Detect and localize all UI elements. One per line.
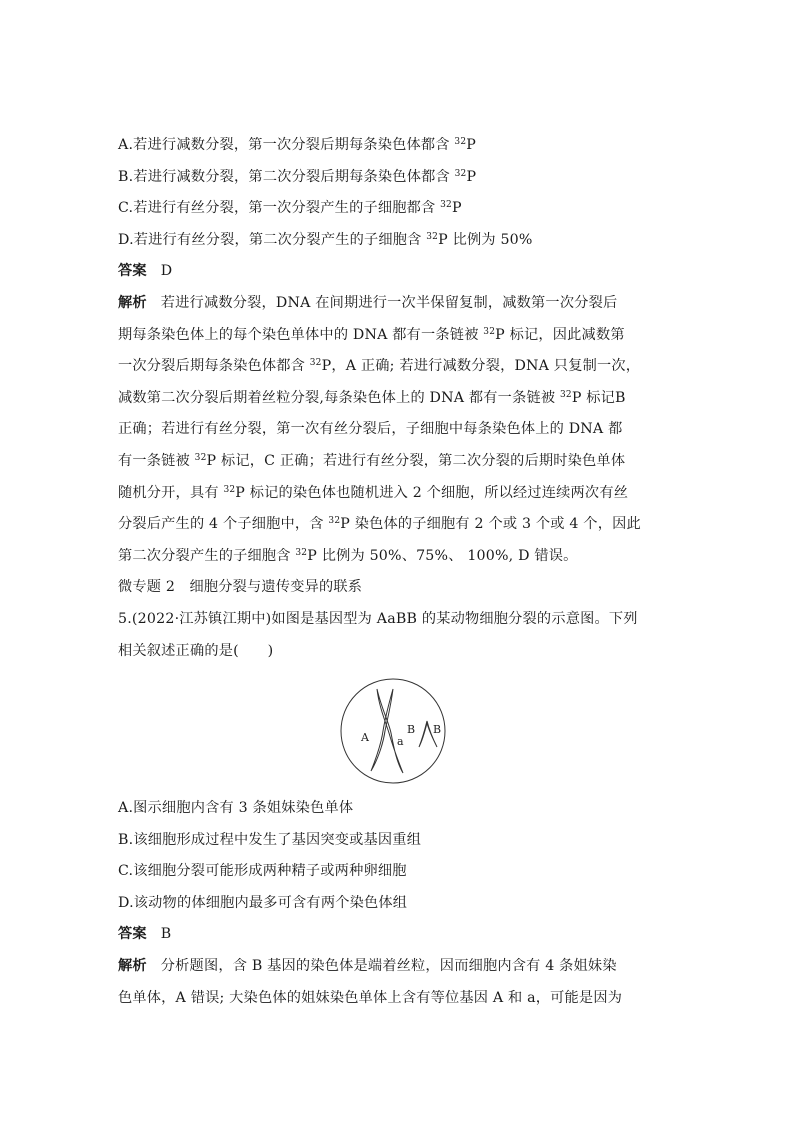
analysis-line: 色单体，A 错误; 大染色体的姐妹染色单体上含有等位基因 A 和 a，可能是因为 xyxy=(118,989,623,1006)
chromatid-2 xyxy=(371,689,393,771)
gene-label-B-left: B xyxy=(407,723,416,737)
q5-analysis xyxy=(118,951,678,1014)
analysis-line: 期每条染色体上的每个染色单体中的 DNA 都有一条链被 $^{32}$P 标记，因此减数第 xyxy=(118,326,625,343)
q5-option-d: D.该动物的体细胞内最多可含有两个染色体组 xyxy=(118,894,408,911)
cell-division-figure xyxy=(118,667,678,793)
q4-analysis xyxy=(118,288,678,572)
answer-label: 答案 xyxy=(118,926,147,943)
analysis-label: 解析 xyxy=(118,294,147,311)
q4-option-c: C.若进行有丝分裂，第一次分裂产生的子细胞都含 $^{32}$P xyxy=(118,200,462,217)
analysis-label: 解析 xyxy=(118,958,147,975)
document-page xyxy=(118,130,678,1014)
q5-stem xyxy=(118,604,678,667)
q4-option-d: D.若进行有丝分裂，第二次分裂产生的子细胞含 $^{32}$P 比例为 50% xyxy=(118,231,533,248)
gene-label-B-right: B xyxy=(433,723,442,737)
analysis-line: 随机分开，具有 $^{32}$P 标记的染色体也随机进入 2 个细胞，所以经过连续两次有丝 xyxy=(118,484,629,501)
analysis-line: 第二次分裂产生的子细胞含 $^{32}$P 比例为 50%、75%、 100%, D 错误。 xyxy=(118,547,578,564)
q5-option-b: B.该细胞形成过程中发生了基因突变或基因重组 xyxy=(118,831,422,848)
q5-stem-line: 相关叙述正确的是( ) xyxy=(118,642,274,659)
q4-option-b: B.若进行减数分裂，第二次分裂后期每条染色体都含 $^{32}$P xyxy=(118,168,477,185)
q4-option-a: A.若进行减数分裂，第一次分裂后期每条染色体都含 $^{32}$P xyxy=(118,137,477,153)
gene-label-a: a xyxy=(397,735,404,749)
analysis-line: 一次分裂后期每条染色体都含 $^{32}$P，A 正确; 若进行减数分裂，DNA 只复制一次， xyxy=(118,358,641,375)
q5-answer xyxy=(118,919,678,951)
analysis-line: 分裂后产生的 4 个子细胞中，含 $^{32}$P 染色体的子细胞有 2 个或 3 个或 4 个，因此 xyxy=(118,516,641,533)
large-chromosome xyxy=(371,689,403,773)
analysis-line: 解析 分析题图，含 B 基因的染色体是端着丝粒，因而细胞内含有 4 条姐妹染 xyxy=(118,958,617,975)
gene-label-A: A xyxy=(361,731,369,745)
analysis-line: 解析 若进行减数分裂，DNA 在间期进行一次半保留复制，减数第一次分裂后 xyxy=(118,294,618,311)
analysis-line: 有一条链被 $^{32}$P 标记，C 正确；若进行有丝分裂，第二次分裂的后期时染色单体 xyxy=(118,452,626,469)
topic-title: 微专题 2 细胞分裂与遗传变异的联系 xyxy=(118,579,363,596)
q4-answer xyxy=(118,256,678,288)
analysis-line: 减数第二次分裂后期着丝粒分裂,每条染色体上的 DNA 都有一条链被 $^{32}$P 标记B xyxy=(118,389,626,406)
q5-options xyxy=(118,793,678,919)
q5-stem-line: 5.(2022·江苏镇江期中)如图是基因型为 AaBB 的某动物细胞分裂的示意图。下列 xyxy=(118,610,638,627)
q4-options xyxy=(118,130,678,256)
answer-label: 答案 xyxy=(118,263,147,280)
cell-diagram xyxy=(339,677,447,785)
q5-option-a: A.图示细胞内含有 3 条姐妹染色单体 xyxy=(118,800,354,817)
chromatid-small-1 xyxy=(419,721,427,747)
q5-option-c: C.该细胞分裂可能形成两种精子或两种卵细胞 xyxy=(118,863,407,880)
answer-value: B xyxy=(160,926,172,943)
analysis-line: 正确；若进行有丝分裂，第一次有丝分裂后，子细胞中每条染色体上的 DNA 都 xyxy=(118,421,623,438)
answer-value: D xyxy=(160,263,173,280)
